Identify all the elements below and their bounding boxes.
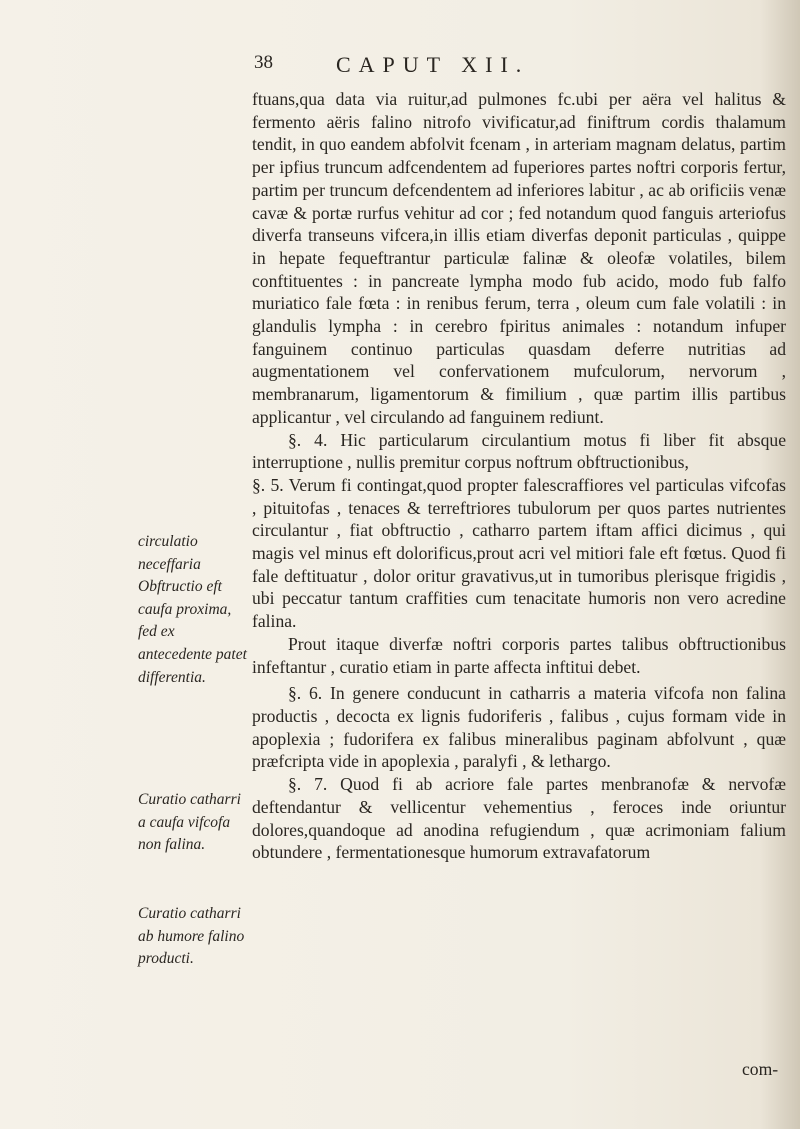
page-header — [254, 52, 794, 82]
paragraph-section-4: §. 4. Hic particularum circulantium motus fi liber fit absque interruptione , nullis premitur corpus noftrum obftructionibus, — [252, 429, 786, 473]
margin-note-curatio-salino: Curatio catharri ab humore falino producti. — [138, 905, 245, 968]
margin-note-curatio-viscosa: Curatio catharri a caufa vifcofa non falina. — [138, 791, 241, 854]
paragraph-prout: Prout itaque diverfæ noftri corporis partes talibus obftructionibus infeftantur , curatio etiam in parte affecta inftitui debet. — [252, 633, 786, 677]
paragraph-section-6: §. 6. In genere conducunt in catharris a materia vifcofa non falina productis , decocta ex lignis fudoriferis , falibus , cujus formam vide in apoplexia ; fudorifera ex falibus mineralibus paginam abfolvunt , quæ præfcripta vide in apoplexia , paralyfi , & lethargo. — [252, 683, 786, 772]
running-title: CAPUT XII. — [336, 52, 530, 77]
paragraph-1: ftuans,qua data via ruitur,ad pulmones fc.ubi per aëra vel halitus & fermento aëris falino nitrofo vivificatur,ad finiftrum cordis thalamum tendit, in quo eandem abfolvit fcenam , in arteriam magnam delatus, partim per ipfius truncum adfcendentem ad fuperiores partes noftri corporis fertur, partim per truncum defcendentem ad inferiores labitur , ac ab orificiis venæ cavæ & portæ rurfus vehitur ad cor ; fed notandum quod fanguis arteriofus diverfa transeuns vifcera,in illis etiam diverfas deponit particulas , quippe in hepate fequeftrantur particulæ falinæ & oleofæ volatiles, bilem conftituentes : in pancreate lympha modo fub acido, modo fub falfo muriatico fale fœta : in renibus ferum, terra , oleum cum fale volatili : in glandulis lympha : in cerebro fpiritus animales : notandum infuper fanguinem continuo particulas quasdam deferre nutritias ad augmentationem vel confervationem mufculorum, nervorum , membranarum, ligamentorum & fimilium , quæ partim illis partibus applicantur , vel circulando ad fanguinem rediunt. — [252, 89, 786, 427]
margin-note-circulatio: circulatio neceffaria — [138, 533, 201, 573]
catchword: com- — [742, 1059, 779, 1079]
main-text — [252, 88, 786, 864]
paragraph-section-7: §. 7. Quod fi ab acriore fale partes menbranofæ & nervofæ deftendantur & vellicentur vehementius , feroces inde oriuntur dolores,quandoque ad anodina refugiendum , quæ acrimoniam falium obtundere , fermentationesque humorum extravafatorum — [252, 774, 786, 863]
margin-note-obstructio: Obftructio eft caufa proxima, fed ex antecedente patet differentia. — [138, 578, 247, 686]
paragraph-section-5: §. 5. Verum fi contingat,quod propter falescraffiores vel particulas vifcofas , pituitofas , tenaces & terreftriores tubulorum per quos partes nutrientes circulantur , fiat obftructio , catharro partem iftam affici dicimus , qui magis vel minus eft dolorificus,prout acri vel mitiori fale eft fœtus. Quod fi fale deftituatur , dolor oritur gravativus,ut in tumoribus plerisque frigidis , ubi peccatur tantum craffities cum tenacitate humoris non vero acredine falina. — [252, 474, 786, 632]
page-number: 38 — [254, 52, 273, 73]
